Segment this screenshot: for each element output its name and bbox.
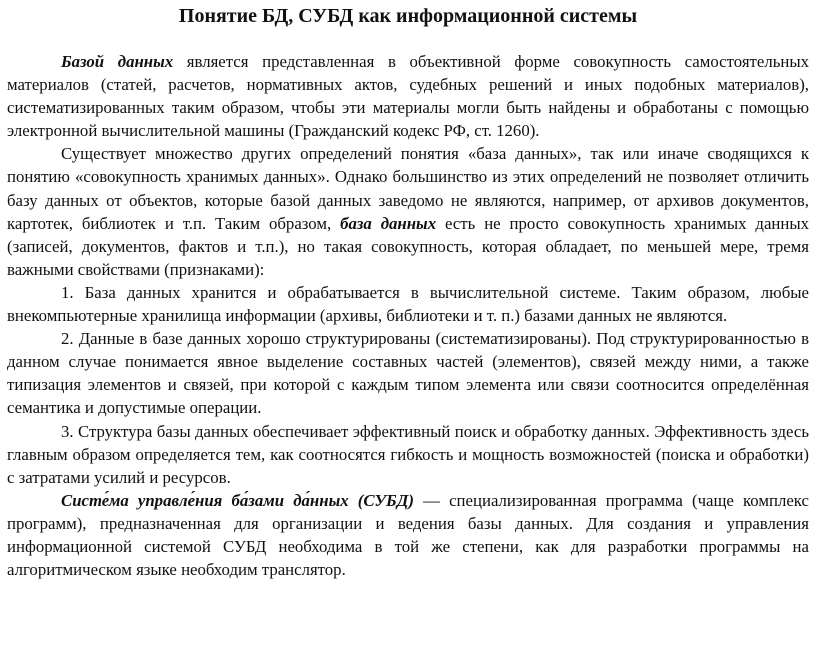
page-title: Понятие БД, СУБД как информационной системы: [178, 5, 638, 27]
term-dbms: Систе́ма управле́ния ба́зами да́нных (СУБД): [61, 490, 414, 510]
paragraph-database-definition: [7, 50, 809, 142]
paragraph-text: есть не просто совокупность хранимых данных (записей, документов, фактов и т.п.), но такая совокупность, которая обладает, по меньшей мере, тремя важными свойствами (признаками):: [7, 213, 810, 279]
term-database: база данных: [340, 213, 437, 233]
paragraph-other-definitions: [7, 142, 809, 281]
term-database: Базой данных: [61, 52, 174, 71]
paragraph-text: — специализированная программа (чаще комплекс программ), предназначенная для организации и ведения базы данных. Для создания и управления информационной системой СУБД необходима в той же степени, как для разработки программы на алгоритмическом языке необходим транслятор.: [7, 490, 809, 580]
paragraph-dbms-definition: [7, 489, 809, 581]
paragraph-text: является представленная в объективной форме совокупность самостоятельных материалов (статей, расчетов, нормативных актов, судебных решений и иных подобных материалов), систематизированных таким образом, чтобы эти материалы могли быть найдены и обработаны с помощью электронной вычислительной машины (Гражданский кодекс РФ, ст. 1260).: [7, 52, 809, 141]
list-item-property-3: 3. Структура базы данных обеспечивает эффективный поиск и обработку данных. Эффективность здесь главным образом определяется тем, как соотносятся гибкость и мощность возможностей (поиска и обработки) с затратами усилий и ресурсов.: [7, 421, 809, 487]
list-item-property-2: 2. Данные в базе данных хорошо структурированы (систематизированы). Под структурированностью в данном случае понимается явное выделение составных частей (элементов), связей между ними, а также типизация элементов и связей, при которой с каждым типом элемента или связи соотносится определённая семантика и допустимые операции.: [7, 329, 809, 418]
paragraph-text: Существует множество других определений понятия «база данных», так или иначе сводящихся к понятию «совокупность хранимых данных». Однако большинство из этих определений не позволяет отличить базу данных от объектов, которые базой данных заведомо не являются, например, от архивов документов, картотек, библиотек и т.п. Таким образом,: [7, 144, 809, 233]
list-item-property-1: 1. База данных хранится и обрабатывается в вычислительной системе. Таким образом, любые внекомпьютерные хранилища информации (архивы, библиотеки и т. п.) базами данных не являются.: [7, 282, 809, 326]
